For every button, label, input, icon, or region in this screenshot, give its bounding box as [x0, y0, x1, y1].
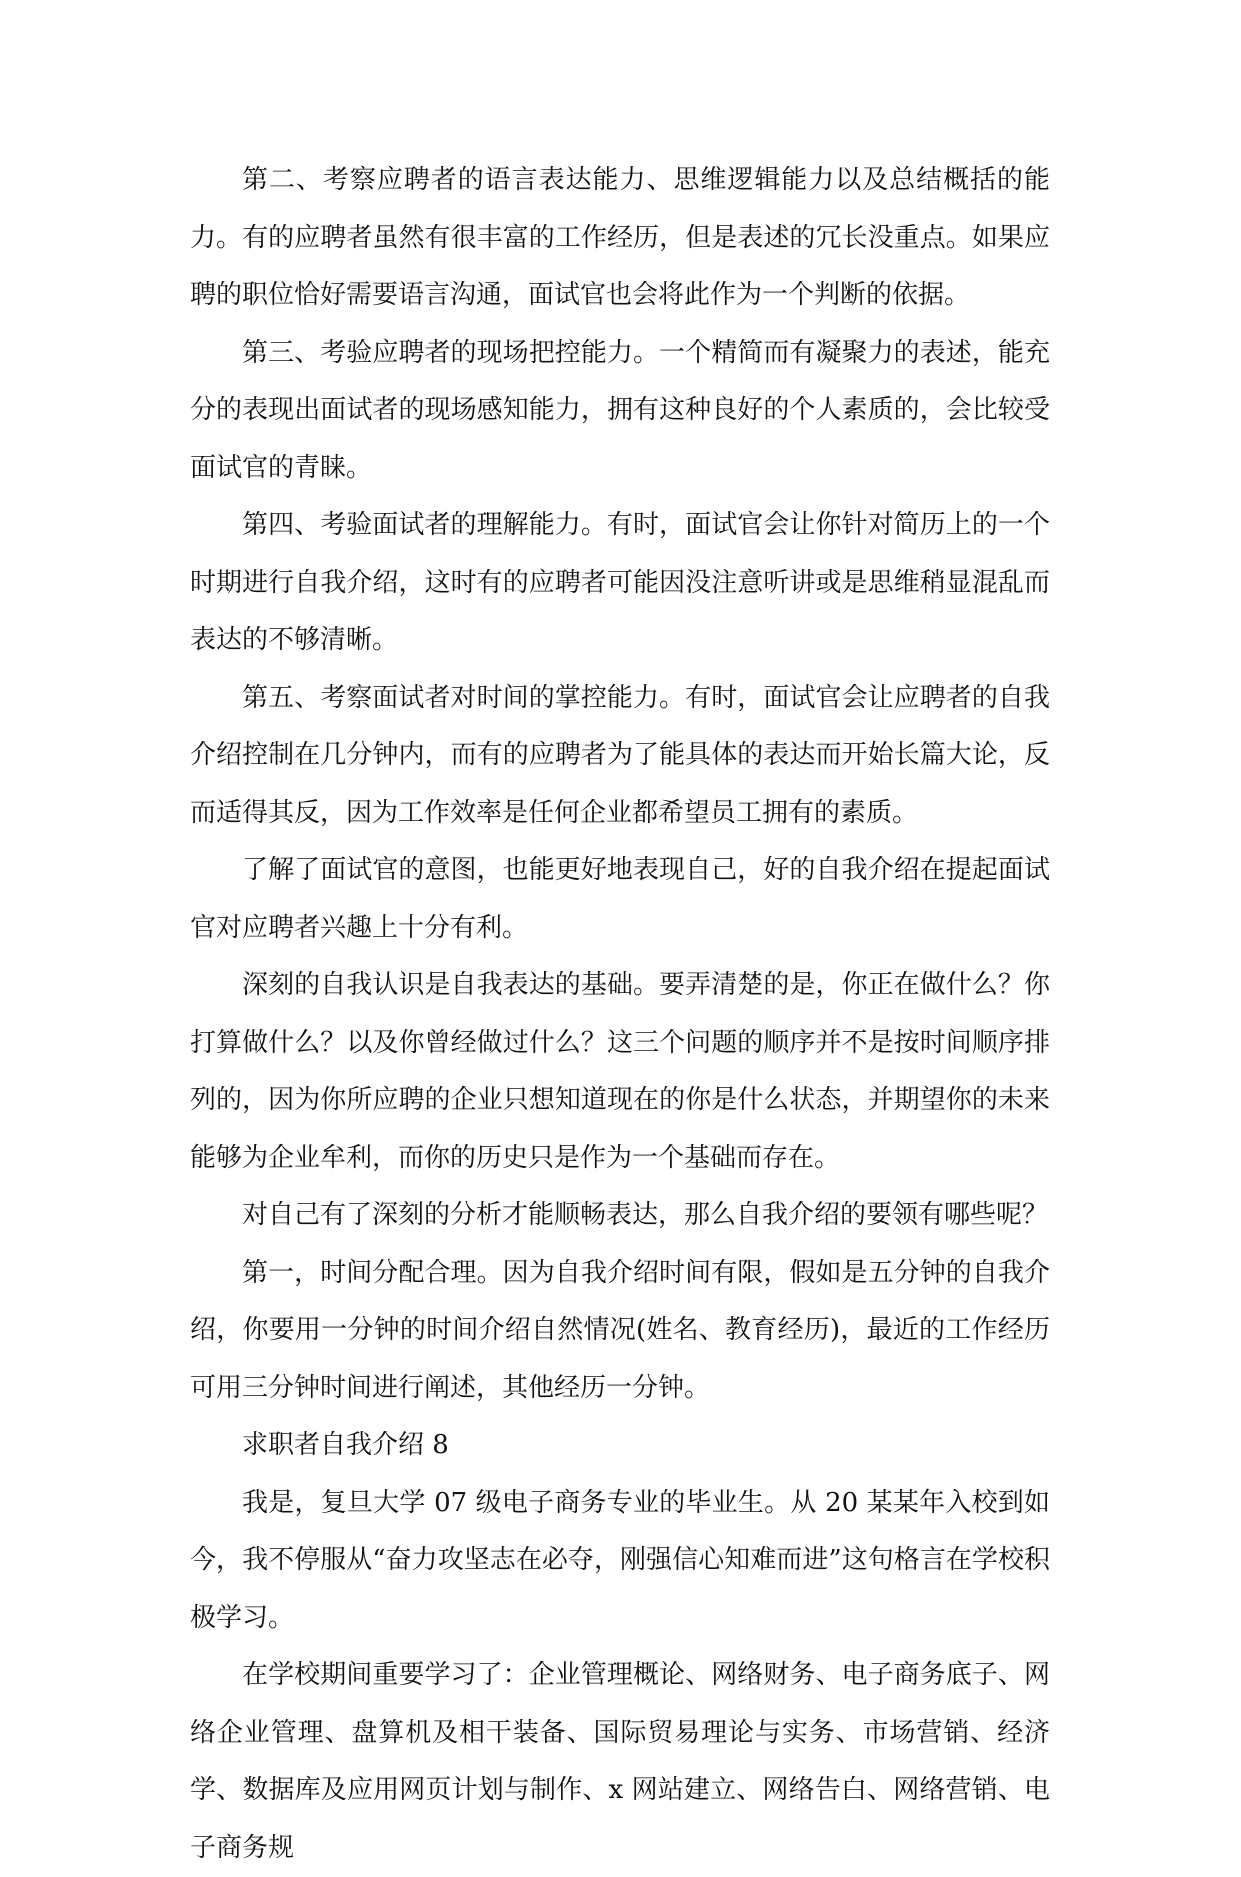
paragraph-introduction: 我是，复旦大学 07 级电子商务专业的毕业生。从 20 某某年入校到如今，我不停服从“奋力攻坚志在必夺，刚强信心知难而进”这句格言在学校积极学习。: [190, 1487, 1050, 1633]
paragraph-key-points-question: 对自己有了深刻的分析才能顺畅表达，那么自我介绍的要领有哪些呢？: [242, 1200, 1049, 1230]
paragraph-fifth-point: 第五、考察面试者对时间的掌控能力。有时，面试官会让应聘者的自我介绍控制在几分钟内，而有的应聘者为了能具体的表达而开始长篇大论，反而适得其反，因为工作效率是任何企业都希望员工拥有的素质。: [190, 682, 1050, 828]
section-heading: 求职者自我介绍 8: [242, 1430, 449, 1460]
paragraph-self-awareness: 深刻的自我认识是自我表达的基础。要弄清楚的是，你正在做什么？你打算做什么？以及你曾经做过什么？这三个问题的顺序并不是按时间顺序排列的，因为你所应聘的企业只想知道现在的你是什么状态，并期望你的未来能够为企业牟利，而你的历史只是作为一个基础而存在。: [190, 970, 1050, 1173]
document-body: [190, 152, 1050, 1877]
paragraph-understanding-intent: 了解了面试官的意图，也能更好地表现自己，好的自我介绍在提起面试官对应聘者兴趣上十分有利。: [190, 855, 1050, 943]
paragraph-courses: 在学校期间重要学习了：企业管理概论、网络财务、电子商务底子、网络企业管理、盘算机及相干装备、国际贸易理论与实务、市场营销、经济学、数据库及应用网页计划与制作、x 网站建立、网络告白、网络营销、电子商务规: [190, 1660, 1050, 1863]
paragraph-fourth-point: 第四、考验面试者的理解能力。有时，面试官会让你针对简历上的一个时期进行自我介绍，这时有的应聘者可能因没注意听讲或是思维稍显混乱而表达的不够清晰。: [190, 510, 1050, 655]
paragraph-second-point: 第二、考察应聘者的语言表达能力、思维逻辑能力以及总结概括的能力。有的应聘者虽然有很丰富的工作经历，但是表述的冗长没重点。如果应聘的职位恰好需要语言沟通，面试官也会将此作为一个判断的依据。: [190, 165, 1050, 310]
paragraph-third-point: 第三、考验应聘者的现场把控能力。一个精简而有凝聚力的表述，能充分的表现出面试者的现场感知能力，拥有这种良好的个人素质的，会比较受面试官的青睐。: [190, 337, 1050, 483]
paragraph-time-allocation: 第一，时间分配合理。因为自我介绍时间有限，假如是五分钟的自我介绍，你要用一分钟的时间介绍自然情况(姓名、教育经历)，最近的工作经历可用三分钟时间进行阐述，其他经历一分钟。: [190, 1257, 1050, 1403]
